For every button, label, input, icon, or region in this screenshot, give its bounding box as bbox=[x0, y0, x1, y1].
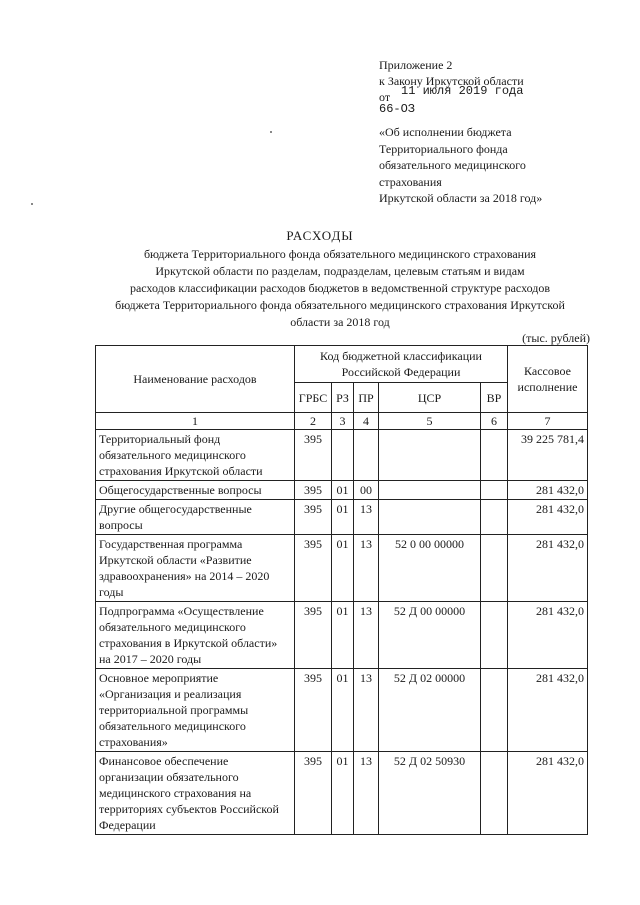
column-number: 5 bbox=[379, 413, 481, 430]
annex-line bbox=[379, 84, 524, 105]
row-vr bbox=[481, 535, 508, 602]
row-rz: 01 bbox=[332, 602, 354, 669]
table-row bbox=[96, 430, 588, 481]
row-name: Общегосударственные вопросы bbox=[96, 481, 295, 500]
row-pr: 13 bbox=[354, 500, 379, 535]
row-vr bbox=[481, 500, 508, 535]
subtitle-line: области за 2018 год bbox=[290, 315, 390, 329]
row-grbs: 395 bbox=[295, 669, 332, 752]
row-name: Территориальный фонд обязательного медицинского страхования Иркутской области bbox=[96, 430, 295, 481]
subtitle-line: Иркутской области по разделам, подразделам, целевым статьям и видам bbox=[155, 264, 525, 278]
row-pr bbox=[354, 430, 379, 481]
row-grbs: 395 bbox=[295, 481, 332, 500]
column-number: 3 bbox=[332, 413, 354, 430]
row-amount: 281 432,0 bbox=[508, 481, 588, 500]
table-row bbox=[96, 752, 588, 835]
row-rz: 01 bbox=[332, 500, 354, 535]
row-amount: 281 432,0 bbox=[508, 669, 588, 752]
column-number: 6 bbox=[481, 413, 508, 430]
row-amount: 39 225 781,4 bbox=[508, 430, 588, 481]
row-vr bbox=[481, 602, 508, 669]
row-amount: 281 432,0 bbox=[508, 535, 588, 602]
header-pr: ПР bbox=[354, 383, 379, 413]
header-amount: Кассовое исполнение bbox=[508, 346, 588, 413]
row-csr: 52 0 00 00000 bbox=[379, 535, 481, 602]
row-name: Другие общегосударственные вопросы bbox=[96, 500, 295, 535]
row-pr: 13 bbox=[354, 669, 379, 752]
table-row bbox=[96, 669, 588, 752]
row-name: Финансовое обеспечение организации обязательного медицинского страхования на территориях субъектов Российской Федерации bbox=[96, 752, 295, 835]
row-rz: 01 bbox=[332, 752, 354, 835]
scan-speck bbox=[31, 203, 33, 205]
row-name: Государственная программа Иркутской области «Развитие здравоохранения» на 2014 – 2020 годы bbox=[96, 535, 295, 602]
header-vr: ВР bbox=[481, 383, 508, 413]
row-name: Основное мероприятие «Организация и реализация территориальной программы обязательного медицинского страхования» bbox=[96, 669, 295, 752]
row-pr: 13 bbox=[354, 602, 379, 669]
header-row bbox=[96, 346, 588, 383]
column-number-row bbox=[96, 413, 588, 430]
law-title-line: Территориального фонда bbox=[379, 141, 508, 156]
row-vr bbox=[481, 430, 508, 481]
annex-law-number: 66-ОЗ bbox=[379, 102, 416, 116]
header-code-group: Код бюджетной классификации Российской Федерации bbox=[295, 346, 508, 383]
column-number: 7 bbox=[508, 413, 588, 430]
row-pr: 00 bbox=[354, 481, 379, 500]
expenses-table bbox=[95, 345, 588, 835]
table-row bbox=[96, 535, 588, 602]
row-grbs: 395 bbox=[295, 500, 332, 535]
annex-line: к Закону Иркутской области bbox=[379, 74, 524, 88]
row-csr: 52 Д 02 50930 bbox=[379, 752, 481, 835]
row-grbs: 395 bbox=[295, 752, 332, 835]
table-row bbox=[96, 481, 588, 500]
row-amount: 281 432,0 bbox=[508, 602, 588, 669]
row-vr bbox=[481, 752, 508, 835]
law-title-line: обязательного медицинского bbox=[379, 158, 526, 172]
row-vr bbox=[481, 481, 508, 500]
row-grbs: 395 bbox=[295, 602, 332, 669]
law-title-line: страхования bbox=[379, 174, 442, 189]
header-csr: ЦСР bbox=[379, 383, 481, 413]
table-row bbox=[96, 500, 588, 535]
law-title-line: «Об исполнении бюджета bbox=[379, 125, 512, 139]
row-rz: 01 bbox=[332, 481, 354, 500]
row-pr: 13 bbox=[354, 752, 379, 835]
row-csr bbox=[379, 481, 481, 500]
row-amount: 281 432,0 bbox=[508, 752, 588, 835]
document-title: РАСХОДЫ bbox=[286, 228, 354, 243]
row-csr: 52 Д 00 00000 bbox=[379, 602, 481, 669]
header-grbs: ГРБС bbox=[295, 383, 332, 413]
row-grbs: 395 bbox=[295, 430, 332, 481]
row-amount: 281 432,0 bbox=[508, 500, 588, 535]
row-rz bbox=[332, 430, 354, 481]
row-grbs: 395 bbox=[295, 535, 332, 602]
units-label: (тыс. рублей) bbox=[522, 331, 590, 345]
law-title-line: Иркутской области за 2018 год» bbox=[379, 191, 543, 205]
column-number: 4 bbox=[354, 413, 379, 430]
row-pr: 13 bbox=[354, 535, 379, 602]
header-rz: РЗ bbox=[332, 383, 354, 413]
row-rz: 01 bbox=[332, 669, 354, 752]
subtitle-line: бюджета Территориального фонда обязательного медицинского страхования Иркутской bbox=[115, 298, 565, 312]
subtitle-line: расходов классификации расходов бюджетов в ведомственной структуре расходов bbox=[129, 281, 551, 295]
annex-date: 11 июля 2019 года bbox=[401, 84, 524, 98]
document-subtitle bbox=[90, 246, 590, 331]
annex-line: Приложение 2 bbox=[379, 58, 453, 72]
subtitle-line: бюджета Территориального фонда обязательного медицинского страхования bbox=[143, 247, 537, 261]
header-name: Наименование расходов bbox=[96, 346, 295, 413]
row-name: Подпрограмма «Осуществление обязательного медицинского страхования в Иркутской области» на 2017 – 2020 годы bbox=[96, 602, 295, 669]
column-number: 1 bbox=[96, 413, 295, 430]
row-vr bbox=[481, 669, 508, 752]
row-csr bbox=[379, 500, 481, 535]
annex-header bbox=[379, 57, 524, 117]
scan-speck bbox=[270, 131, 272, 133]
row-rz: 01 bbox=[332, 535, 354, 602]
table-row bbox=[96, 602, 588, 669]
row-csr bbox=[379, 430, 481, 481]
law-title-block bbox=[379, 124, 542, 207]
annex-date-prefix: от bbox=[379, 90, 391, 104]
column-number: 2 bbox=[295, 413, 332, 430]
row-csr: 52 Д 02 00000 bbox=[379, 669, 481, 752]
